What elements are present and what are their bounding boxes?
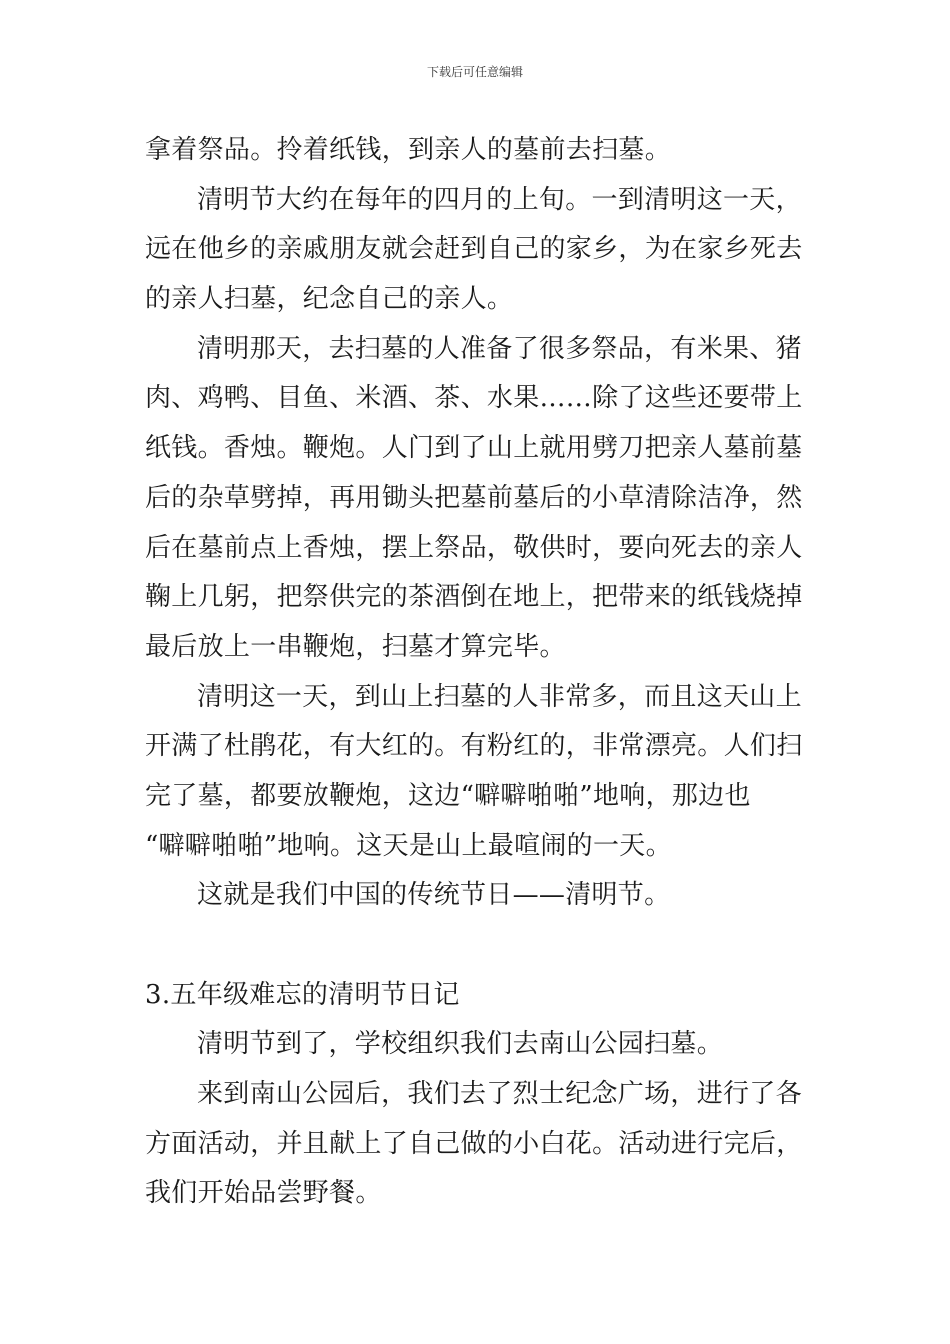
text-line: 来到南山公园后，我们去了烈士纪念广场，进行了各 — [197, 1079, 802, 1110]
page-header: 下载后可任意编辑 — [426, 65, 523, 79]
text-line: 完了墓，都要放鞭炮，这边“噼噼啪啪”地响，那边也 — [145, 780, 751, 811]
text-line: 清明节大约在每年的四月的上旬。一到清明这一天， — [197, 184, 802, 215]
text-line: 纸钱。香烛。鞭炮。人门到了山上就用劈刀把亲人墓前墓 — [145, 433, 803, 464]
text-line: “噼噼啪啪”地响。这天是山上最喧闹的一天。 — [145, 830, 672, 861]
text-line: 这就是我们中国的传统节日——清明节。 — [197, 880, 671, 911]
text-line: 清明那天，去扫墓的人准备了很多祭品，有米果、猪 — [197, 333, 802, 364]
document-body — [145, 126, 810, 1219]
text-line: 清明节到了，学校组织我们去南山公园扫墓。 — [197, 1029, 724, 1060]
text-line: 远在他乡的亲戚朋友就会赶到自己的家乡，为在家乡死去 — [145, 234, 803, 265]
blank-line — [145, 921, 810, 971]
text-line: 后在墓前点上香烛，摆上祭品，敬供时，要向死去的亲人 — [145, 532, 803, 563]
section-heading: 3.五年级难忘的清明节日记 — [145, 979, 460, 1010]
text-line: 的亲人扫墓，纪念自己的亲人。 — [145, 284, 514, 315]
text-line: 鞠上几躬，把祭供完的茶酒倒在地上，把带来的纸钱烧掉 — [145, 582, 803, 613]
text-line: 方面活动，并且献上了自己做的小白花。活动进行完后， — [145, 1128, 803, 1159]
text-line: 我们开始品尝野餐。 — [145, 1178, 382, 1209]
text-line: 拿着祭品。拎着纸钱，到亲人的墓前去扫墓。 — [145, 135, 672, 165]
text-line: 肉、鸡鸭、目鱼、米酒、茶、水果……除了这些还要带上 — [145, 383, 803, 414]
text-line: 清明这一天，到山上扫墓的人非常多，而且这天山上 — [197, 681, 802, 712]
text-line: 最后放上一串鞭炮，扫墓才算完毕。 — [145, 631, 566, 662]
text-line: 后的杂草劈掉，再用锄头把墓前墓后的小草清除洁净，然 — [145, 482, 803, 513]
text-line: 开满了杜鹃花，有大红的。有粉红的，非常漂亮。人们扫 — [145, 731, 803, 762]
